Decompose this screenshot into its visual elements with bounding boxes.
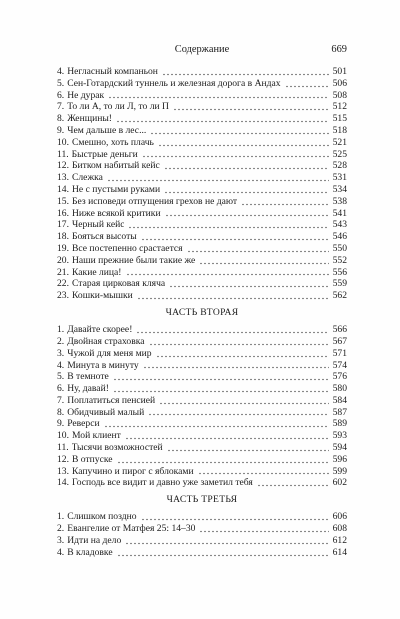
toc-entry — [57, 395, 347, 407]
toc-entry — [57, 511, 347, 523]
entry-page-number: 508 — [332, 89, 347, 101]
dot-leader — [149, 336, 329, 348]
entry-number: 9. — [57, 124, 65, 136]
entry-number: 11. — [57, 442, 69, 454]
entry-number: 4. — [57, 359, 65, 371]
dot-leader — [107, 172, 329, 184]
entry-page-number: 525 — [332, 148, 347, 160]
entry-title: Слишком поздно — [67, 511, 137, 523]
entry-number: 22. — [57, 278, 69, 290]
entry-page-number: 538 — [332, 195, 347, 207]
toc-entry — [57, 466, 347, 478]
entry-number: 16. — [57, 207, 69, 219]
toc-entry — [57, 66, 347, 78]
entry-page-number: 521 — [332, 136, 347, 148]
entry-number: 5. — [57, 371, 65, 383]
entry-number: 4. — [57, 66, 65, 77]
entry-title: Минута в минуту — [67, 359, 139, 371]
entry-page-number: 612 — [332, 535, 347, 547]
entry-number: 3. — [57, 347, 65, 359]
entry-page-number: 589 — [332, 418, 347, 430]
toc-entry — [57, 78, 347, 90]
entry-title: В отпуске — [72, 453, 113, 465]
entry-page-number: 541 — [332, 207, 347, 219]
entry-page-number: 608 — [332, 523, 347, 535]
dot-leader — [187, 243, 329, 255]
dot-leader — [117, 547, 329, 559]
toc-entry — [57, 196, 347, 208]
page-number: 669 — [331, 44, 347, 55]
entry-title: Чужой для меня мир — [67, 347, 152, 359]
entry-page-number: 562 — [332, 290, 347, 302]
entry-number: 7. — [57, 394, 65, 406]
dot-leader — [199, 255, 329, 267]
entry-page-number: 576 — [332, 371, 347, 383]
entry-page-number: 512 — [332, 101, 347, 113]
entry-title: Ну, давай! — [67, 383, 109, 395]
dot-leader — [156, 348, 329, 360]
toc-entry — [57, 454, 347, 466]
entry-page-number: 534 — [332, 183, 347, 195]
toc-entry — [57, 172, 347, 184]
dot-leader — [137, 290, 329, 302]
entry-page-number: 559 — [332, 278, 347, 290]
dot-leader — [164, 160, 329, 172]
toc-entry — [57, 231, 347, 243]
toc-entry — [57, 348, 347, 360]
dot-leader — [142, 149, 329, 161]
dot-leader — [113, 371, 329, 383]
toc-entry — [57, 219, 347, 231]
toc-entry — [57, 290, 347, 302]
entry-title: Не дурак — [67, 89, 105, 101]
entry-title: Негласный компаньон — [67, 66, 158, 77]
toc-entry — [57, 430, 347, 442]
entry-title: Без исповеди отпущения грехов не дают — [72, 195, 238, 207]
entry-page-number: 596 — [332, 453, 347, 465]
entry-number: 20. — [57, 254, 69, 266]
toc-entry — [57, 418, 347, 430]
entry-page-number: 599 — [332, 465, 347, 477]
dot-leader — [165, 208, 329, 220]
toc-section — [57, 66, 347, 302]
entry-number: 19. — [57, 242, 69, 254]
entry-number: 21. — [57, 266, 69, 278]
entry-number: 13. — [57, 172, 69, 184]
entry-title: Обидчивый малый — [67, 406, 145, 418]
entry-page-number: 567 — [332, 335, 347, 347]
entry-number: 23. — [57, 290, 69, 302]
dot-leader — [162, 66, 329, 78]
entry-page-number: 606 — [332, 511, 347, 523]
entry-page-number: 602 — [332, 477, 347, 489]
dot-leader — [125, 535, 329, 547]
entry-number: 9. — [57, 418, 65, 430]
toc-entry — [57, 243, 347, 255]
toc-entry — [57, 184, 347, 196]
entry-title: Смешно, хоть плачь — [72, 136, 154, 148]
entry-number: 5. — [57, 77, 65, 89]
entry-title: Тысячи возможностей — [71, 442, 163, 454]
entry-title: Ниже всякой критики — [72, 207, 161, 219]
entry-page-number: 566 — [332, 324, 347, 336]
toc-entry — [57, 113, 347, 125]
entry-title: То ли А, то ли Л, то ли П — [67, 101, 169, 113]
entry-number: 8. — [57, 406, 65, 418]
entry-page-number: 614 — [332, 546, 347, 558]
entry-page-number: 571 — [332, 347, 347, 359]
entry-title: В кладовке — [67, 546, 113, 558]
entry-title: Наши прежние были такие же — [72, 254, 196, 266]
dot-leader — [113, 383, 329, 395]
entry-page-number: 587 — [332, 406, 347, 418]
toc-entry — [57, 383, 347, 395]
entry-title: Господь все видит и давно уже заметил тебя — [72, 477, 253, 489]
toc-section — [57, 307, 347, 489]
entry-page-number: 580 — [332, 383, 347, 395]
entry-number: 13. — [57, 465, 69, 477]
dot-leader — [126, 267, 330, 279]
entry-page-number: 515 — [332, 113, 347, 125]
entry-page-number: 593 — [332, 430, 347, 442]
entry-number: 8. — [57, 113, 65, 125]
toc-entry — [57, 125, 347, 137]
dot-leader — [167, 442, 329, 454]
entry-title: Черный кейс — [72, 219, 125, 231]
toc-section — [57, 494, 347, 558]
entry-title: Битком набитый кейс — [72, 160, 160, 172]
entry-title: Капучино и пирог с яблоками — [72, 465, 194, 477]
toc-entry — [57, 90, 347, 102]
dot-leader — [143, 360, 329, 372]
toc-entry — [57, 477, 347, 489]
dot-leader — [257, 477, 329, 489]
entry-title: Евангелие от Матфея 25: 14–30 — [67, 523, 196, 535]
entry-number: 6. — [57, 383, 65, 395]
toc-entry — [57, 547, 347, 559]
running-header — [57, 43, 347, 57]
dot-leader — [159, 395, 329, 407]
entry-number: 6. — [57, 89, 65, 101]
toc-entry — [57, 149, 347, 161]
dot-leader — [116, 113, 329, 125]
dot-leader — [150, 125, 329, 137]
entry-page-number: 552 — [332, 254, 347, 266]
dot-leader — [164, 184, 329, 196]
entry-title: Бояться высоты — [72, 231, 137, 243]
entry-number: 14. — [57, 183, 69, 195]
entry-title: Женщины! — [67, 113, 113, 125]
entry-title: Мой клиент — [72, 430, 121, 442]
entry-title: Все постепенно срастается — [72, 242, 183, 254]
entry-title: Двойная страховка — [67, 335, 145, 347]
running-header-title: Содержание — [174, 44, 230, 55]
entry-title: Идти на дело — [67, 535, 122, 547]
dot-leader — [136, 324, 329, 336]
entry-number: 2. — [57, 335, 65, 347]
entry-title: Реверси — [67, 418, 100, 430]
entry-number: 1. — [57, 511, 65, 523]
entry-page-number: 556 — [332, 266, 347, 278]
dot-leader — [104, 418, 329, 430]
dot-leader — [199, 523, 329, 535]
dot-leader — [198, 466, 329, 478]
entry-number: 18. — [57, 231, 69, 243]
entry-title: Старая цирковая кляча — [72, 278, 166, 290]
dot-leader — [125, 430, 329, 442]
entry-title: В темноте — [67, 371, 109, 383]
entry-page-number: 506 — [332, 77, 347, 89]
entry-number: 14. — [57, 477, 69, 489]
entry-number: 12. — [57, 160, 69, 172]
entry-title: Поплатиться пенсией — [67, 394, 156, 406]
entry-title: Давайте скорее! — [67, 324, 133, 336]
toc-entry — [57, 371, 347, 383]
dot-leader — [108, 90, 329, 102]
dot-leader — [128, 219, 329, 231]
toc-entry — [57, 278, 347, 290]
toc-entry — [57, 255, 347, 267]
entry-page-number: 550 — [332, 242, 347, 254]
toc-entry — [57, 324, 347, 336]
entry-page-number: 501 — [332, 66, 347, 77]
part-heading: ЧАСТЬ ВТОРАЯ — [165, 307, 239, 319]
toc-entry — [57, 407, 347, 419]
entry-number: 11. — [57, 148, 69, 160]
dot-leader — [141, 231, 329, 243]
entry-page-number: 531 — [332, 172, 347, 184]
entry-page-number: 528 — [332, 160, 347, 172]
dot-leader — [241, 196, 329, 208]
toc-entry — [57, 267, 347, 279]
entry-title: Слежка — [72, 172, 103, 184]
toc-entry — [57, 208, 347, 220]
entry-title: Кошки-мышки — [72, 290, 133, 302]
toc-entry — [57, 360, 347, 372]
entry-page-number: 546 — [332, 231, 347, 243]
toc-entry — [57, 101, 347, 113]
entry-number: 10. — [57, 136, 69, 148]
entry-number: 17. — [57, 219, 69, 231]
entry-page-number: 584 — [332, 394, 347, 406]
toc-entry — [57, 523, 347, 535]
part-heading: ЧАСТЬ ТРЕТЬЯ — [166, 494, 238, 506]
toc-entry — [57, 535, 347, 547]
entry-number: 7. — [57, 101, 65, 113]
entry-title: Какие лица! — [72, 266, 122, 278]
toc-entry — [57, 160, 347, 172]
entry-number: 1. — [57, 324, 65, 336]
entry-number: 12. — [57, 453, 69, 465]
dot-leader — [148, 407, 329, 419]
dot-leader — [158, 137, 329, 149]
entry-number: 10. — [57, 430, 69, 442]
table-of-contents — [57, 66, 347, 559]
entry-title: Быстрые деньги — [71, 148, 138, 160]
entry-title: Не с пустыми руками — [72, 183, 161, 195]
entry-title: Чем дальше в лес... — [67, 124, 147, 136]
entry-title: Сен-Готардский туннель и железная дорога в Андах — [67, 77, 281, 89]
toc-entry — [57, 137, 347, 149]
entry-page-number: 594 — [332, 442, 347, 454]
entry-number: 4. — [57, 546, 65, 558]
dot-leader — [117, 454, 329, 466]
entry-page-number: 574 — [332, 359, 347, 371]
dot-leader — [169, 278, 329, 290]
entry-number: 15. — [57, 195, 69, 207]
dot-leader — [141, 511, 329, 523]
dot-leader — [285, 78, 329, 90]
entry-page-number: 543 — [332, 219, 347, 231]
toc-entry — [57, 336, 347, 348]
entry-number: 3. — [57, 535, 65, 547]
toc-entry — [57, 442, 347, 454]
entry-number: 2. — [57, 523, 65, 535]
dot-leader — [173, 101, 329, 113]
entry-page-number: 518 — [332, 124, 347, 136]
